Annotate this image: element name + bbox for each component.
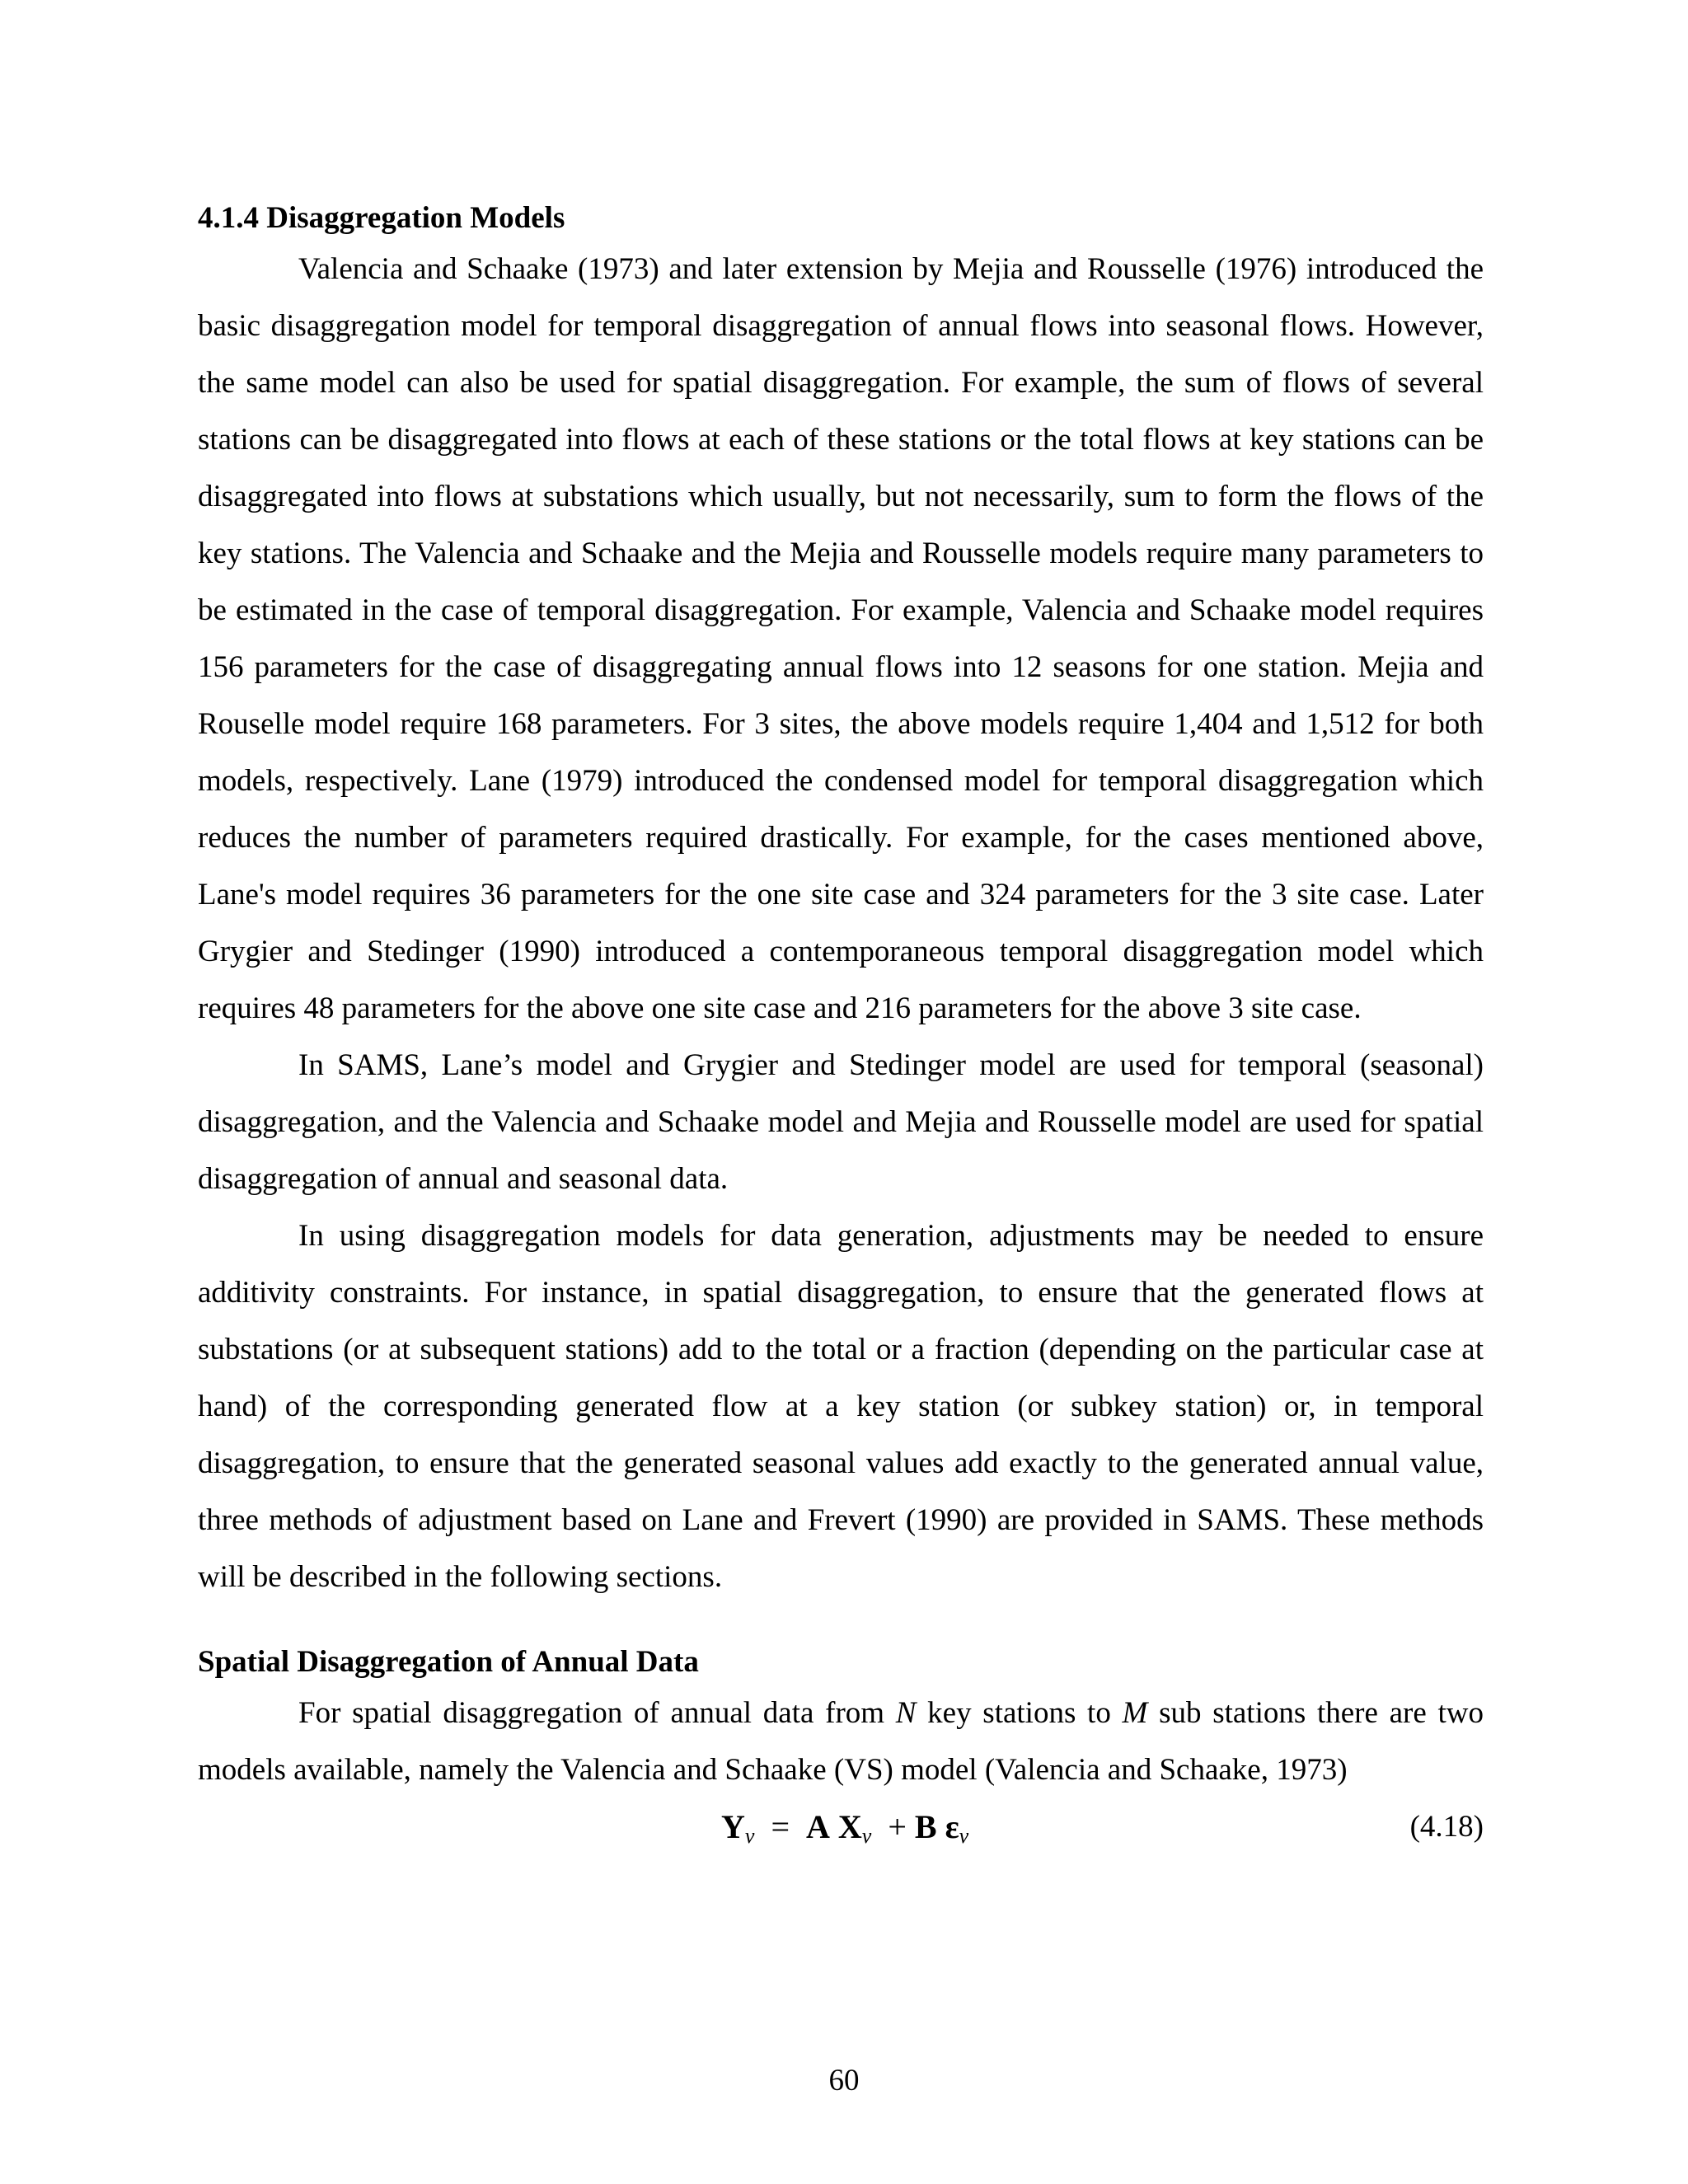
equation-number: (4.18)	[1409, 1810, 1484, 1844]
page-content	[198, 196, 1484, 1861]
paragraph-spatial	[198, 1685, 1484, 1798]
eq-sub-x: ν	[861, 1824, 872, 1848]
section-heading: 4.1.4 Disaggregation Models	[198, 201, 565, 235]
eq-eps: ε	[945, 1808, 959, 1845]
paragraph-spatial-part3: sub stations there are two models available, namely the Valencia and Schaake (VS) model (Valencia and Schaake, 1973)	[198, 1696, 1484, 1787]
page-number: 60	[828, 2064, 860, 2097]
equation-4-18	[198, 1798, 1484, 1861]
eq-a: A	[806, 1808, 830, 1845]
section-gap	[198, 1605, 1484, 1640]
eq-sub-y: ν	[744, 1824, 755, 1848]
eq-b: B	[914, 1808, 937, 1845]
equation-body	[721, 1807, 968, 1857]
paragraph-intro: Valencia and Schaake (1973) and later extension by Mejia and Rousselle (1976) introduced the basic disaggregation model for temporal disaggregation of annual flows into seasonal flows. However, the same model can also be used for spatial disaggregation. For example, the sum of flows of several stations can be disaggregated into flows at each of these stations or the total flows at key stations can be disaggregated into flows at substations which usually, but not necessarily, sum to form the flows of the key stations. The Valencia and Schaake and the Mejia and Rousselle models require many parameters to be estimated in the case of temporal disaggregation. For example, Valencia and Schaake model requires 156 parameters for the case of disaggregating annual flows into 12 seasons for one station. Mejia and Rouselle model require 168 parameters. For 3 sites, the above models require 1,404 and 1,512 for both models, respectively. Lane (1979) introduced the condensed model for temporal disaggregation which reduces the number of parameters required drastically. For example, for the cases mentioned above, Lane's model requires 36 parameters for the one site case and 324 parameters for the 3 site case. Later Grygier and Stedinger (1990) introduced a contemporaneous temporal disaggregation model which requires 48 parameters for the above one site case and 216 parameters for the above 3 site case.	[198, 252, 1484, 1025]
paragraph-sams-models: In SAMS, Lane’s model and Grygier and Stedinger model are used for temporal (seasonal) disaggregation, and the Valencia and Schaake model and Mejia and Rousselle model are used for spatial disaggregation of annual and seasonal data.	[198, 1048, 1484, 1196]
variable-n: N	[895, 1696, 917, 1730]
variable-m: M	[1122, 1696, 1148, 1730]
eq-y: Y	[721, 1808, 745, 1845]
subsection-heading: Spatial Disaggregation of Annual Data	[198, 1645, 699, 1679]
paragraph-adjustments: In using disaggregation models for data generation, adjustments may be needed to ensure additivity constraints. For instance, in spatial disaggregation, to ensure that the generated flows at substations (or at subsequent stations) add to the total or a fraction (depending on the particular case at hand) of the corresponding generated flow at a key station (or subkey station) or, in temporal disaggregation, to ensure that the generated seasonal values add exactly to the generated annual value, three methods of adjustment based on Lane and Frevert (1990) are provided in SAMS. These methods will be described in the following sections.	[198, 1219, 1484, 1594]
paragraph-spatial-part2: key stations to	[916, 1696, 1123, 1730]
eq-plus: +	[888, 1808, 907, 1845]
eq-sub-eps: ν	[959, 1824, 969, 1848]
paragraph-spatial-part1: For spatial disaggregation of annual data from	[298, 1696, 896, 1730]
eq-equals: =	[771, 1808, 790, 1845]
eq-x: X	[837, 1808, 862, 1845]
